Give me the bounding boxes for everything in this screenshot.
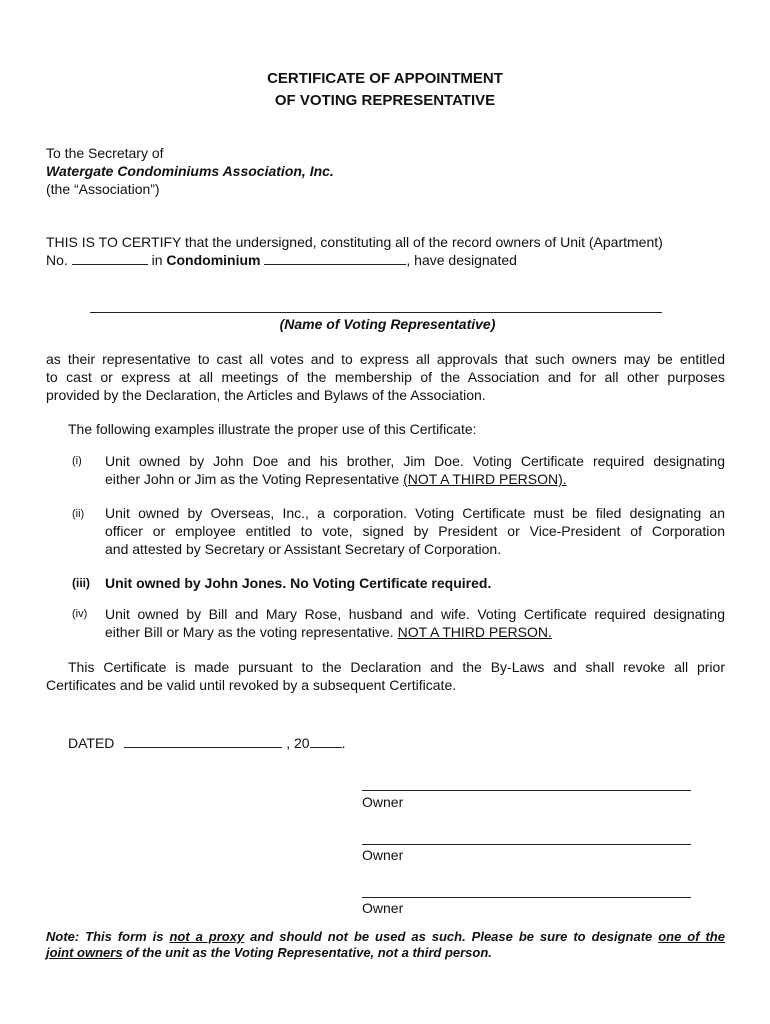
year-blank[interactable] <box>310 735 342 748</box>
in-label: in <box>151 252 163 268</box>
owner-label: Owner <box>362 794 404 810</box>
note-emphasis: not a proxy <box>169 929 245 944</box>
unit-no-label: No. <box>46 252 68 268</box>
designated-text: , have designated <box>406 252 517 268</box>
example-4-line1: Unit owned by Bill and Mary Rose, husband and wife. Voting Certificate required designating <box>105 606 725 622</box>
note-text: of the unit as the Voting Representative, not a third person. <box>122 945 492 960</box>
certify-line1: THIS IS TO CERTIFY that the undersigned, constituting all of the record owners of Unit (Apartment) <box>46 234 663 250</box>
association-name: Watergate Condominiums Association, Inc. <box>46 163 334 179</box>
note-emphasis: joint owners <box>46 945 123 960</box>
example-1-emphasis: (NOT A THIRD PERSON). <box>403 471 567 487</box>
revocation-line1: This Certificate is made pursuant to the Declaration and the By-Laws and shall revoke all prior <box>68 659 725 675</box>
certify-line2 <box>46 252 517 268</box>
example-marker: (iii) <box>72 576 90 590</box>
document-title-line1: CERTIFICATE OF APPOINTMENT <box>267 70 503 87</box>
owner-signature-line[interactable] <box>362 897 691 898</box>
document-title-line2: OF VOTING REPRESENTATIVE <box>274 92 496 109</box>
representative-caption: (Name of Voting Representative) <box>279 316 496 332</box>
example-3-line1: Unit owned by John Jones. No Voting Certificate required. <box>105 575 492 591</box>
address-line1: To the Secretary of <box>46 145 164 161</box>
note-text: Note: This form is <box>46 929 170 944</box>
purpose-line3: provided by the Declaration, the Articles and Bylaws of the Association. <box>46 387 486 403</box>
note-text: and should not be used as such. Please be sure to designate <box>244 929 659 944</box>
purpose-line1: as their representative to cast all votes and to express all approvals that such owners may be entitled <box>46 351 725 367</box>
example-4-line2 <box>105 624 552 640</box>
note-line2 <box>46 945 492 960</box>
example-1-line2 <box>105 471 567 487</box>
condominium-label: Condominium <box>166 252 261 268</box>
example-1-line1: Unit owned by John Doe and his brother, Jim Doe. Voting Certificate required designating <box>105 453 725 469</box>
dated-label: DATED <box>68 735 115 751</box>
example-marker: (ii) <box>72 508 85 520</box>
note-line1 <box>46 929 725 944</box>
unit-number-blank[interactable] <box>72 252 148 265</box>
year-prefix: , 20 <box>286 735 310 751</box>
example-4-emphasis: NOT A THIRD PERSON. <box>397 624 552 640</box>
example-2-line3: and attested by Secretary or Assistant Secretary of Corporation. <box>105 541 502 557</box>
condominium-name-blank[interactable] <box>264 252 406 265</box>
owner-label: Owner <box>362 900 404 916</box>
purpose-line2: to cast or express at all meetings of the membership of the Association and for all other purposes <box>46 369 725 385</box>
owner-label: Owner <box>362 847 404 863</box>
representative-name-line[interactable] <box>90 312 662 313</box>
example-marker: (iv) <box>72 608 88 620</box>
note-emphasis: one of the <box>658 929 725 944</box>
examples-intro: The following examples illustrate the proper use of this Certificate: <box>68 421 477 437</box>
revocation-line2: Certificates and be valid until revoked by a subsequent Certificate. <box>46 677 457 693</box>
owner-signature-line[interactable] <box>362 790 691 791</box>
example-1-text: either John or Jim as the Voting Representative <box>105 471 400 487</box>
example-marker: (i) <box>72 455 82 467</box>
example-4-text: either Bill or Mary as the voting representative. <box>105 624 394 640</box>
dated-row <box>68 735 345 751</box>
owner-signature-line[interactable] <box>362 844 691 845</box>
address-line3: (the “Association”) <box>46 181 160 197</box>
dated-period: . <box>341 735 346 751</box>
date-blank[interactable] <box>124 735 282 748</box>
example-2-line1: Unit owned by Overseas, Inc., a corporation. Voting Certificate must be filed designating an <box>105 505 725 521</box>
example-2-line2: officer or employee entitled to vote, signed by President or Vice-President of Corporation <box>105 523 725 539</box>
